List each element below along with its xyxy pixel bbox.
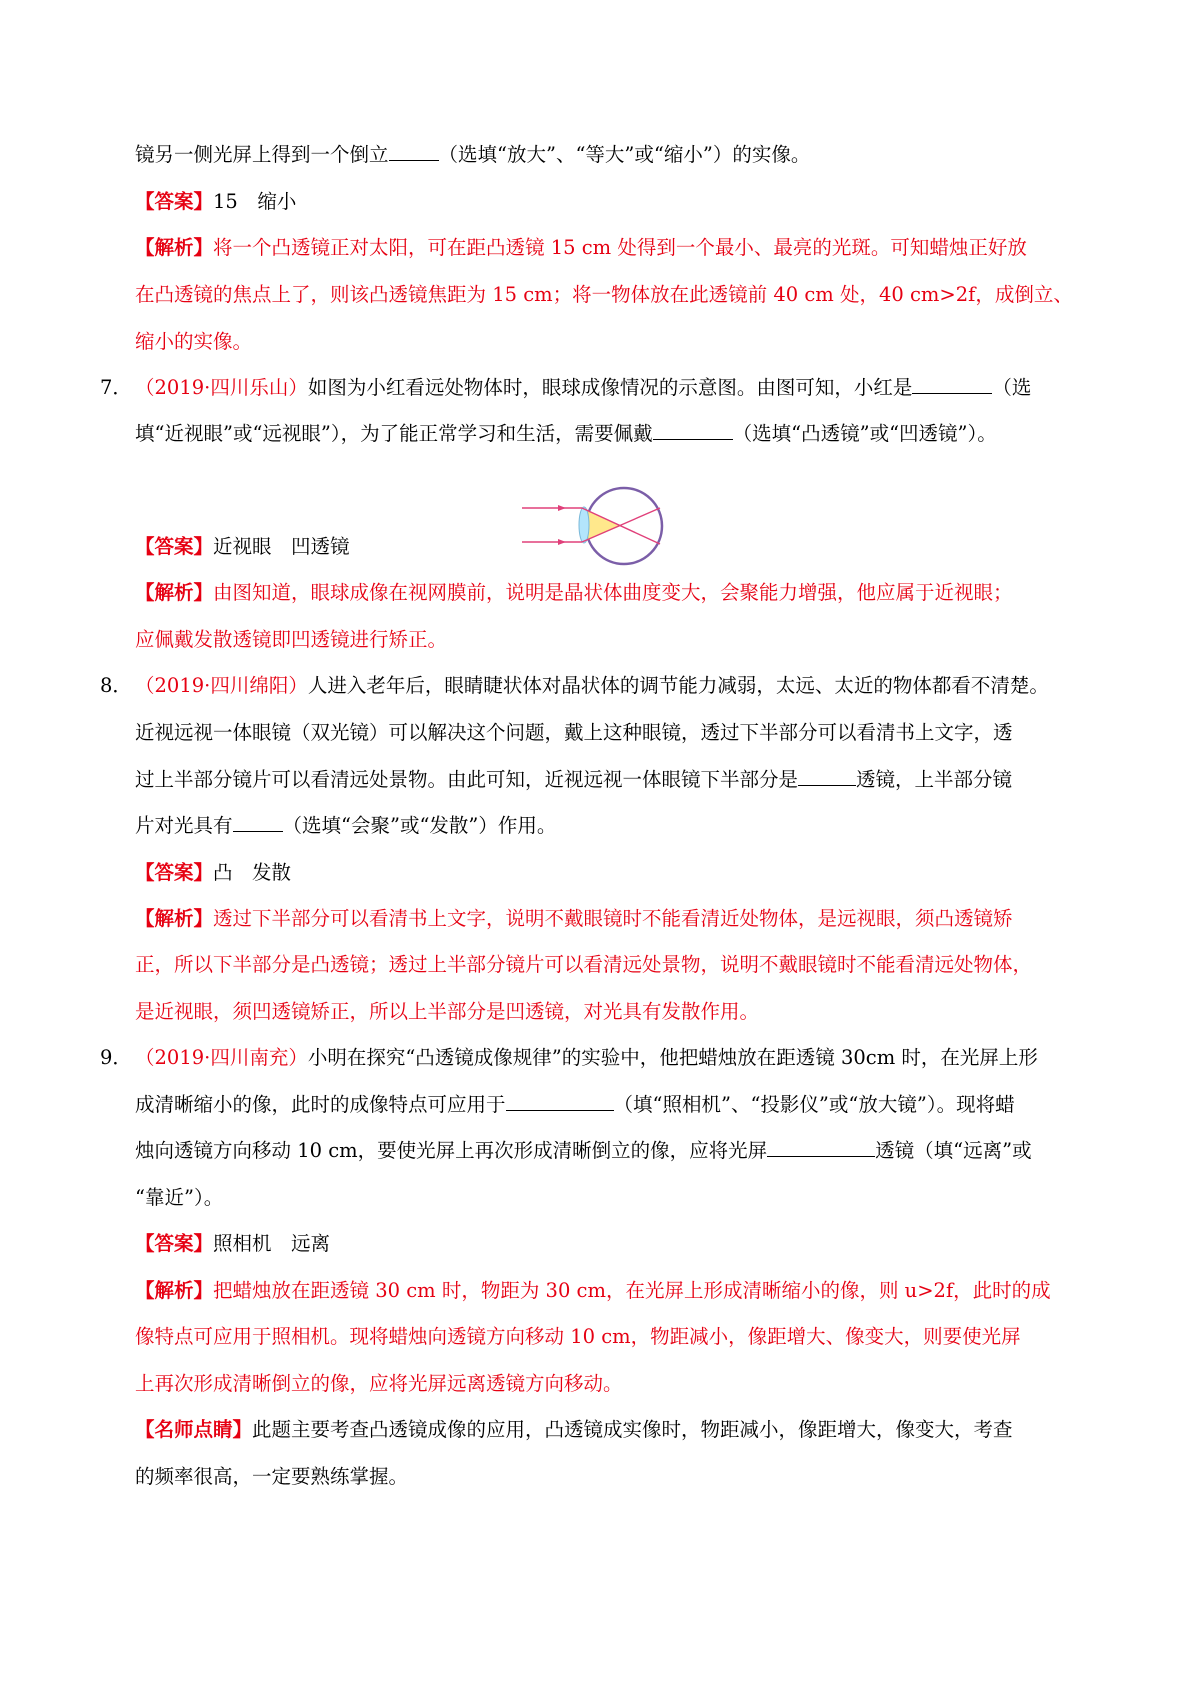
answer-blank [798,767,856,786]
q6-stem-line [135,141,810,169]
q9-stem-line-2 [135,1091,1015,1119]
q7-stem-line-1 [135,374,1031,402]
q8-stem-text-5: 片对光具有 [135,814,233,837]
q8-analysis-line-2: 正，所以下半部分是凸透镜；透过上半部分镜片可以看清远处景物，说明不戴眼镜时不能看清远处物体， [135,953,1033,976]
q7-analysis-line-1 [135,579,1013,607]
analysis-tag: 【解析】 [135,581,214,604]
q7-stem-text: 如图为小红看远处物体时，眼球成像情况的示意图。由图可知，小红是 [307,376,913,399]
q9-stem-text: 小明在探究“凸透镜成像规律”的实验中，他把蜡烛放在距透镜 30cm 时，在光屏上形 [307,1046,1038,1069]
q7-analysis-line-2: 应佩戴发散透镜即凹透镜进行矫正。 [135,628,448,651]
q8-analysis-line-1 [135,905,1013,933]
q8-stem-line-3 [135,766,1012,794]
answer-blank [233,813,283,832]
answer-blank [767,1138,875,1157]
q9-stem-line-3 [135,1137,1032,1165]
analysis-text: 把蜡烛放在距透镜 30 cm 时，物距为 30 cm，在光屏上形成清晰缩小的像，则 u>2f，此时的成 [213,1279,1051,1302]
analysis-text: 透过下半部分可以看清书上文字，说明不戴眼镜时不能看清近处物体，是远视眼，须凸透镜矫 [213,907,1013,930]
answer-blank [912,375,992,394]
q7-stem-line-2 [135,420,997,448]
question-number: 8． [100,674,132,697]
question-number: 7． [100,376,132,399]
q8-stem-text-4: 透镜，上半部分镜 [856,768,1013,791]
question-source: （2019·四川绵阳） [135,674,308,697]
q6-stem-text: 镜另一侧光屏上得到一个倒立 [135,143,389,166]
analysis-tag: 【解析】 [135,236,214,259]
q6-answer [135,188,296,216]
analysis-tag: 【解析】 [135,1279,214,1302]
answer-text: 15 缩小 [213,190,297,213]
q8-analysis-line-3: 是近视眼，须凹透镜矫正，所以上半部分是凹透镜，对光具有发散作用。 [135,1000,760,1023]
tip-text: 此题主要考查凸透镜成像的应用，凸透镜成实像时，物距减小，像距增大，像变大，考查 [252,1418,1013,1441]
q9-analysis-line-1 [135,1277,1051,1305]
q8-stem-line-2: 近视远视一体眼镜（双光镜）可以解决这个问题，戴上这种眼镜，透过下半部分可以看清书上文字，透 [135,721,1013,744]
q9-tip-line-1 [135,1416,1013,1444]
q8-stem-line-1 [135,672,1049,700]
answer-tag: 【答案】 [135,535,214,558]
answer-tag: 【答案】 [135,1232,214,1255]
question-number: 9． [100,1046,132,1069]
q9-stem-text-4: 烛向透镜方向移动 10 cm，要使光屏上再次形成清晰倒立的像，应将光屏 [135,1139,768,1162]
answer-tag: 【答案】 [135,190,214,213]
q7-stem-text-4: （选填“凸透镜”或“凹透镜”）。 [732,422,997,445]
q8-stem-text: 人进入老年后，眼睛睫状体对晶状体的调节能力减弱，太远、太近的物体都看不清楚。 [307,674,1049,697]
q9-tip-line-2: 的频率很高，一定要熟练掌握。 [135,1465,409,1488]
answer-blank [506,1092,614,1111]
q9-stem-line-1 [135,1044,1038,1072]
q8-stem-line-4 [135,812,556,840]
q8-stem-text-3: 过上半部分镜片可以看清远处景物。由此可知，近视远视一体眼镜下半部分是 [135,768,799,791]
q7-stem-text-3: 填“近视眼”或“远视眼”），为了能正常学习和生活，需要佩戴 [135,422,653,445]
q9-stem-text-3: （填“照相机”、“投影仪”或“放大镜”）。现将蜡 [613,1093,1015,1116]
ray-arrow-top [558,505,566,511]
lens-crystalline [579,507,589,543]
q9-stem-line-4: “靠近”）。 [135,1186,224,1209]
answer-blank [389,142,439,161]
q6-stem-text-2: （选填“放大”、“等大”或“缩小”）的实像。 [438,143,811,166]
ray-arrow-bottom [558,539,566,545]
q9-answer [135,1230,330,1258]
analysis-text: 将一个凸透镜正对太阳，可在距凸透镜 15 cm 处得到一个最小、最亮的光斑。可知蜡烛正好放 [213,236,1027,259]
eye-diagram [520,480,680,568]
question-source: （2019·四川乐山） [135,376,308,399]
q9-analysis-line-3: 上再次形成清晰倒立的像，应将光屏远离透镜方向移动。 [135,1372,623,1395]
q8-stem-text-6: （选填“会聚”或“发散”）作用。 [282,814,557,837]
question-source: （2019·四川南充） [135,1046,308,1069]
q6-analysis-line-3: 缩小的实像。 [135,330,253,353]
q6-analysis-line-2: 在凸透镜的焦点上了，则该凸透镜焦距为 15 cm；将一物体放在此透镜前 40 cm 处，40 cm>2f，成倒立、 [135,283,1073,306]
q9-stem-text-5: 透镜（填“远离”或 [875,1139,1032,1162]
answer-text: 照相机 远离 [213,1232,331,1255]
q9-stem-text-2: 成清晰缩小的像，此时的成像特点可应用于 [135,1093,506,1116]
q6-analysis-line-1 [135,234,1027,262]
analysis-text: 由图知道，眼球成像在视网膜前，说明是晶状体曲度变大，会聚能力增强，他应属于近视眼； [213,581,1013,604]
answer-blank [653,421,733,440]
tip-tag: 【名师点睛】 [135,1418,253,1441]
answer-text: 近视眼 凹透镜 [213,535,350,558]
q7-stem-text-2: （选 [992,376,1032,399]
answer-text: 凸 发散 [213,861,292,884]
answer-tag: 【答案】 [135,861,214,884]
q7-answer [135,533,350,561]
q9-analysis-line-2: 像特点可应用于照相机。现将蜡烛向透镜方向移动 10 cm，物距减小，像距增大、像变大，则要使光屏 [135,1325,1021,1348]
q8-answer [135,859,291,887]
analysis-tag: 【解析】 [135,907,214,930]
